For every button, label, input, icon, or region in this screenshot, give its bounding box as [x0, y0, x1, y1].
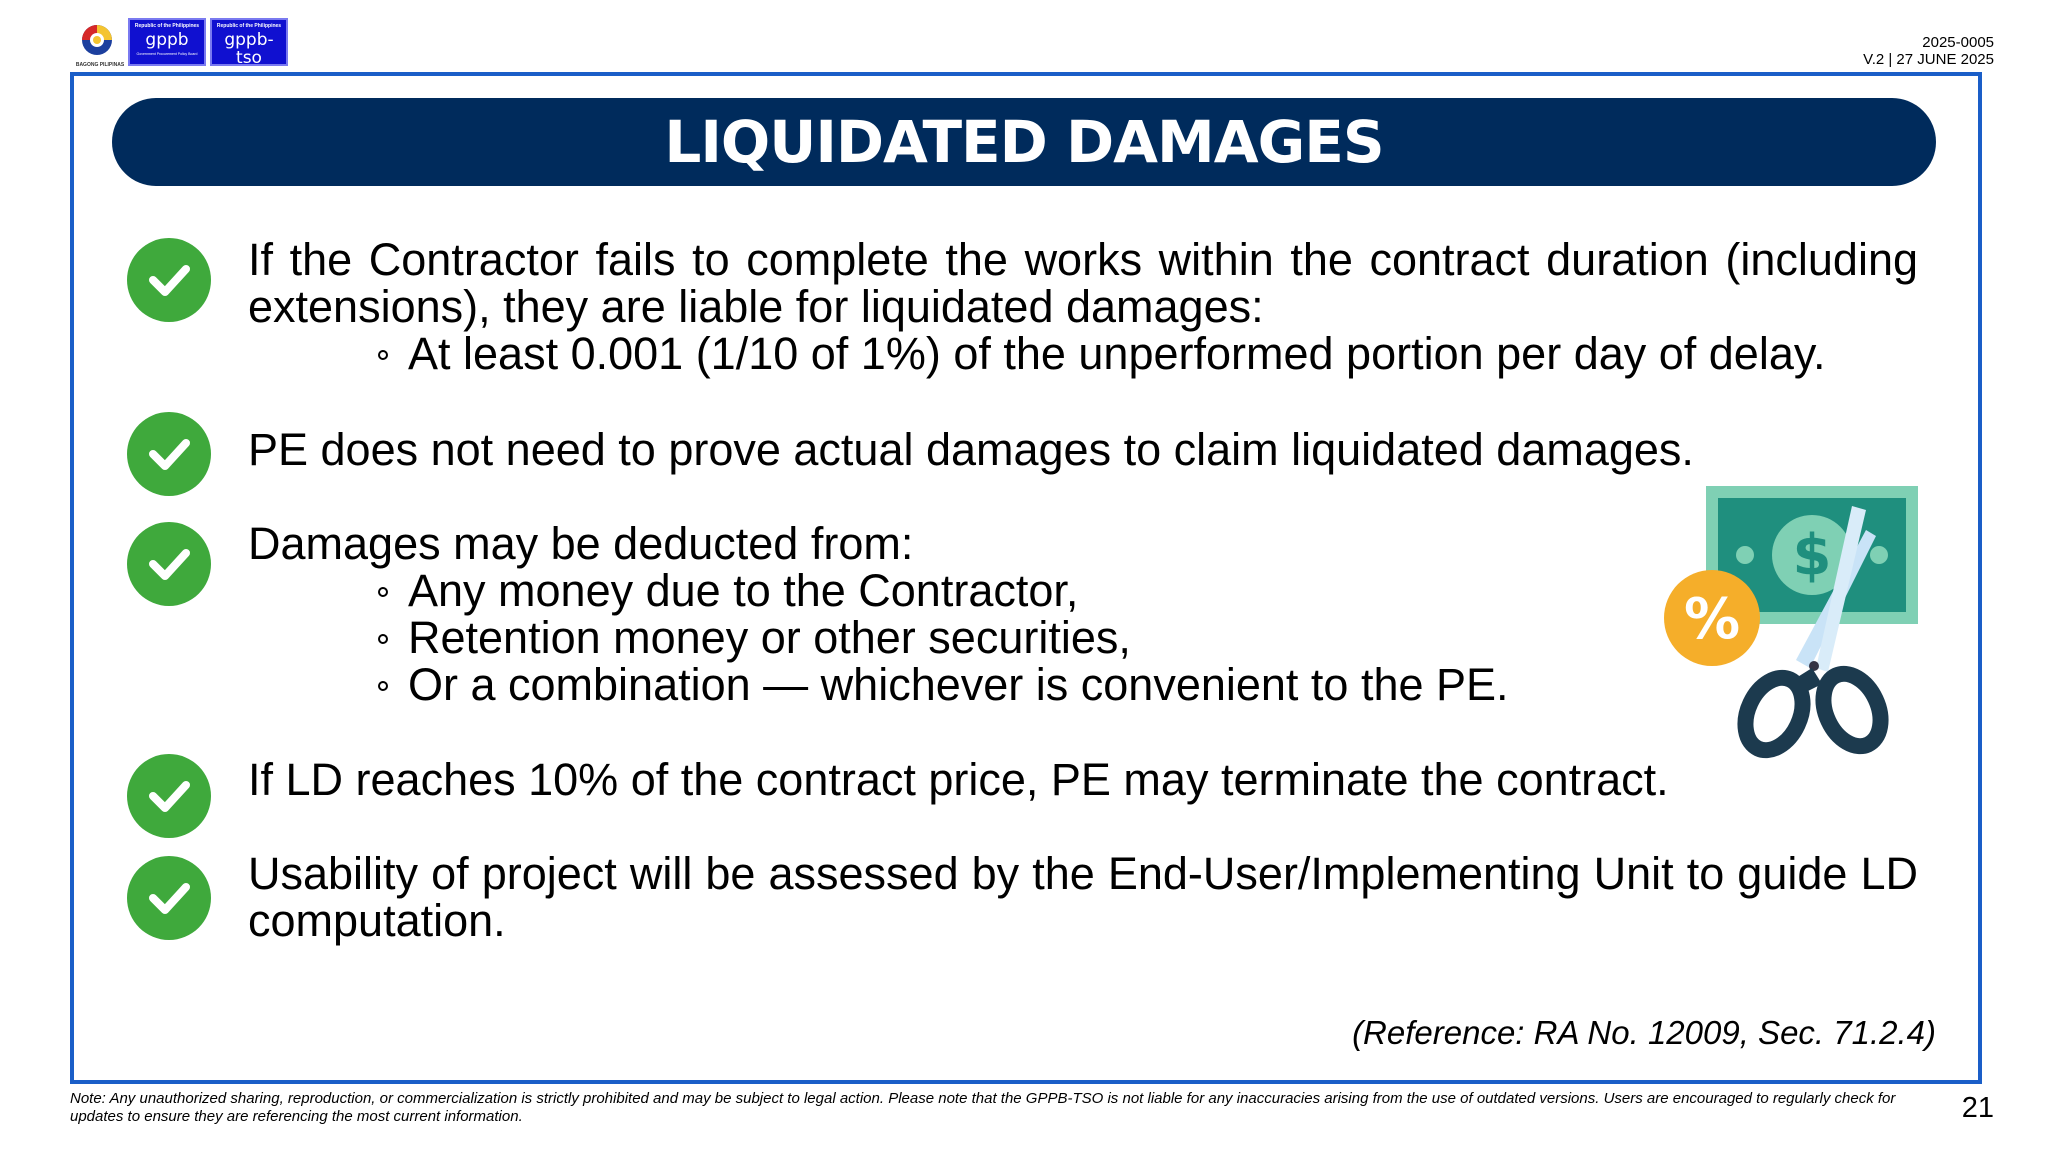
- gppb-tso-logo: [210, 18, 312, 74]
- list-item-4: [248, 756, 1918, 803]
- list-item-text: Usability of project will be assessed by the End-User/Implementing Unit to guide LD computation.: [248, 848, 1918, 946]
- check-icon: [127, 754, 211, 838]
- document-info: [1863, 34, 1994, 68]
- doc-version: V.2 | 27 JUNE 2025: [1863, 51, 1994, 68]
- gppb-tso-logo-top: Republic of the Philippines: [216, 23, 282, 29]
- check-icon: [127, 856, 211, 940]
- footer-note: Note: Any unauthorized sharing, reproduction, or commercialization is strictly prohibited and may be subject to legal action. Please note that the GPPB-TSO is not liable for any inaccuracies arising from the use of outdated versions. Users are encouraged to regularly check for updates to ensure they are referencing the most current information.: [70, 1090, 1896, 1125]
- list-item-text: If LD reaches 10% of the contract price, PE may terminate the contract.: [248, 754, 1669, 805]
- money-scissors-illustration: [1656, 484, 1920, 760]
- bagong-pilipinas-text: BAGONG PILIPINAS: [75, 62, 125, 68]
- doc-number: 2025-0005: [1922, 34, 1994, 51]
- gppb-tso-logo-name: gppb-tso: [224, 30, 274, 68]
- sub-item-text: Retention money or other securities,: [408, 612, 1131, 663]
- money-scissors-icon: [1656, 484, 1920, 760]
- bagong-pilipinas-emblem-icon: [74, 18, 120, 58]
- slide-title: LIQUIDATED DAMAGES: [664, 108, 1384, 176]
- ring-bullet-icon: [378, 634, 388, 644]
- ring-bullet-icon: [378, 587, 388, 597]
- sub-item-text: At least 0.001 (1/10 of 1%) of the unperformed portion per day of delay.: [408, 328, 1826, 379]
- ring-bullet-icon: [378, 350, 388, 360]
- gppb-logo-top: Republic of the Philippines: [134, 23, 200, 29]
- dollar-sign: $: [1792, 523, 1832, 588]
- list-item-2: [248, 426, 1918, 473]
- percent-sign: %: [1683, 587, 1741, 652]
- check-icon: [127, 522, 211, 606]
- sub-item: [248, 330, 1918, 377]
- gppb-logo-name: gppb: [145, 30, 189, 50]
- ring-bullet-icon: [378, 681, 388, 691]
- check-icon: [127, 238, 211, 322]
- sub-item-text: Any money due to the Contractor,: [408, 565, 1079, 616]
- list-item-1: [248, 236, 1918, 377]
- title-bar: [112, 98, 1936, 186]
- gppb-tso-logo-sub: Government Procurement Policy Board Technical Support Office: [212, 70, 312, 74]
- page-number: 21: [1961, 1092, 1994, 1124]
- list-item-text: If the Contractor fails to complete the works within the contract duration (including extensions), they are liable for liquidated damages:: [248, 234, 1918, 332]
- reference-citation: (Reference: RA No. 12009, Sec. 71.2.4): [1352, 1014, 1936, 1051]
- check-icon: [127, 412, 211, 496]
- gppb-logo: [128, 18, 206, 66]
- list-item-text: Damages may be deducted from:: [248, 518, 914, 569]
- sub-item-text: Or a combination — whichever is convenient to the PE.: [408, 659, 1509, 710]
- gppb-logo-sub: Government Procurement Policy Board: [136, 52, 198, 56]
- bagong-pilipinas-logo: [74, 18, 124, 68]
- list-item-text: PE does not need to prove actual damages to claim liquidated damages.: [248, 424, 1694, 475]
- list-item-5: [248, 850, 1918, 944]
- header-logos: [74, 18, 312, 74]
